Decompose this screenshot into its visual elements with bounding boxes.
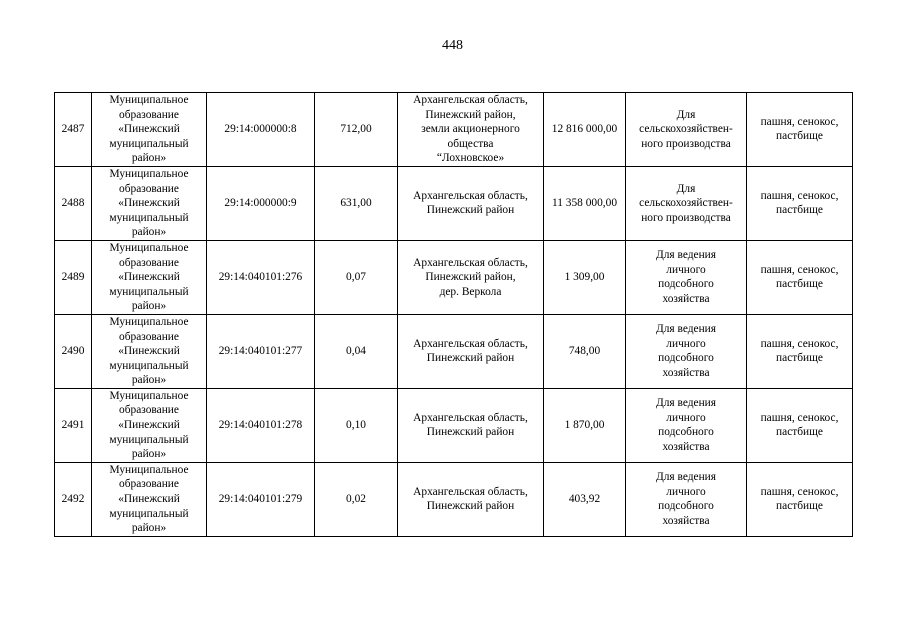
cadastral-number: 29:14:000000:9 — [207, 166, 315, 240]
purpose-line: личного — [666, 485, 706, 498]
address-line: Пинежский район, — [425, 108, 516, 121]
owner-line: Муниципальное — [109, 389, 189, 402]
purpose-line: хозяйства — [662, 514, 710, 527]
purpose-line: Для — [676, 182, 696, 195]
purpose-line: Для ведения — [655, 471, 717, 484]
cadastral-number: 29:14:040101:276 — [207, 240, 315, 314]
land-use-line: пашня, сенокос, — [760, 115, 839, 128]
land-use-line: пашня, сенокос, — [760, 189, 839, 202]
purpose-line: Для ведения — [655, 323, 717, 336]
address-line: земли акционерного — [421, 123, 520, 136]
owner-line: муниципальный — [109, 507, 189, 520]
row-number: 2487 — [55, 93, 92, 167]
owner-line: муниципальный — [109, 433, 189, 446]
cadastral-value: 403,92 — [544, 462, 626, 536]
land-use-line: пастбище — [776, 278, 823, 291]
address-line: Пинежский район — [426, 500, 515, 513]
owner-line: район» — [131, 448, 167, 461]
purpose-line: ного производства — [641, 211, 731, 224]
purpose-line: подсобного — [658, 500, 714, 513]
address-cell — [398, 166, 544, 240]
land-use-cell — [747, 240, 853, 314]
owner-line: образование — [119, 182, 179, 195]
owner-cell — [92, 93, 207, 167]
cadastral-number: 29:14:000000:8 — [207, 93, 315, 167]
land-registry-table — [54, 92, 853, 537]
address-cell — [398, 93, 544, 167]
purpose-line: личного — [666, 263, 706, 276]
table-row — [55, 314, 853, 388]
owner-line: «Пинежский — [118, 419, 180, 432]
address-line: Пинежский район, — [425, 271, 516, 284]
owner-cell — [92, 314, 207, 388]
address-line: Пинежский район — [426, 204, 515, 217]
table-body — [55, 93, 853, 537]
land-use-line: пашня, сенокос, — [760, 485, 839, 498]
owner-line: «Пинежский — [118, 493, 180, 506]
row-number: 2489 — [55, 240, 92, 314]
row-number: 2491 — [55, 388, 92, 462]
purpose-line: сельскохозяйствен- — [639, 123, 733, 136]
land-use-line: пастбище — [776, 130, 823, 143]
purpose-cell — [626, 93, 747, 167]
address-line: Архангельская область, — [413, 256, 528, 269]
table-row — [55, 240, 853, 314]
owner-line: «Пинежский — [118, 271, 180, 284]
land-use-cell — [747, 314, 853, 388]
land-use-cell — [747, 462, 853, 536]
purpose-cell — [626, 462, 747, 536]
purpose-line: подсобного — [658, 352, 714, 365]
owner-line: район» — [131, 152, 167, 165]
owner-line: Муниципальное — [109, 241, 189, 254]
area: 0,04 — [315, 314, 398, 388]
purpose-line: подсобного — [658, 426, 714, 439]
purpose-cell — [626, 388, 747, 462]
row-number: 2492 — [55, 462, 92, 536]
owner-line: Муниципальное — [109, 94, 189, 106]
purpose-line: сельскохозяйствен- — [639, 197, 733, 210]
owner-line: образование — [119, 108, 179, 121]
purpose-line: личного — [666, 411, 706, 424]
purpose-line: подсобного — [658, 278, 714, 291]
owner-line: муниципальный — [109, 285, 189, 298]
area: 0,10 — [315, 388, 398, 462]
cadastral-value: 1 309,00 — [544, 240, 626, 314]
address-cell — [398, 240, 544, 314]
land-use-line: пастбище — [776, 500, 823, 513]
cadastral-number: 29:14:040101:277 — [207, 314, 315, 388]
purpose-cell — [626, 166, 747, 240]
address-line: Архангельская область, — [413, 337, 528, 350]
cadastral-value: 748,00 — [544, 314, 626, 388]
owner-line: муниципальный — [109, 359, 189, 372]
area: 0,07 — [315, 240, 398, 314]
row-number: 2488 — [55, 166, 92, 240]
address-cell — [398, 462, 544, 536]
address-line: Архангельская область, — [413, 94, 528, 106]
owner-line: район» — [131, 522, 167, 535]
owner-line: образование — [119, 404, 179, 417]
purpose-cell — [626, 314, 747, 388]
land-use-cell — [747, 166, 853, 240]
land-use-cell — [747, 388, 853, 462]
owner-line: «Пинежский — [118, 123, 180, 136]
cadastral-number: 29:14:040101:278 — [207, 388, 315, 462]
row-number: 2490 — [55, 314, 92, 388]
owner-line: Муниципальное — [109, 315, 189, 328]
land-use-line: пастбище — [776, 204, 823, 217]
address-line: “Лохновское» — [436, 152, 505, 165]
purpose-line: Для ведения — [655, 397, 717, 410]
land-use-line: пашня, сенокос, — [760, 411, 839, 424]
table-row — [55, 166, 853, 240]
purpose-line: Для — [676, 108, 696, 121]
purpose-line: личного — [666, 337, 706, 350]
address-line: общества — [447, 137, 494, 150]
page-number: 448 — [442, 38, 463, 53]
purpose-cell — [626, 240, 747, 314]
table-row — [55, 462, 853, 536]
owner-line: муниципальный — [109, 211, 189, 224]
owner-line: «Пинежский — [118, 197, 180, 210]
purpose-line: хозяйства — [662, 293, 710, 306]
address-line: Пинежский район — [426, 352, 515, 365]
address-line: Архангельская область, — [413, 189, 528, 202]
purpose-line: Для ведения — [655, 249, 717, 262]
cadastral-value: 1 870,00 — [544, 388, 626, 462]
land-use-line: пашня, сенокос, — [760, 263, 839, 276]
land-use-line: пастбище — [776, 352, 823, 365]
cadastral-value: 11 358 000,00 — [544, 166, 626, 240]
land-use-line: пастбище — [776, 426, 823, 439]
owner-cell — [92, 388, 207, 462]
table-row — [55, 93, 853, 167]
cadastral-number: 29:14:040101:279 — [207, 462, 315, 536]
table-row — [55, 388, 853, 462]
owner-line: район» — [131, 300, 167, 313]
owner-line: район» — [131, 226, 167, 239]
address-line: дер. Веркола — [439, 285, 502, 298]
owner-cell — [92, 240, 207, 314]
owner-line: муниципальный — [109, 137, 189, 150]
land-use-cell — [747, 93, 853, 167]
purpose-line: ного производства — [641, 137, 731, 150]
area: 0,02 — [315, 462, 398, 536]
address-cell — [398, 388, 544, 462]
land-use-line: пашня, сенокос, — [760, 337, 839, 350]
owner-cell — [92, 166, 207, 240]
owner-line: образование — [119, 330, 179, 343]
cadastral-value: 12 816 000,00 — [544, 93, 626, 167]
owner-line: образование — [119, 478, 179, 491]
purpose-line: хозяйства — [662, 366, 710, 379]
purpose-line: хозяйства — [662, 440, 710, 453]
owner-line: район» — [131, 374, 167, 387]
area: 631,00 — [315, 166, 398, 240]
owner-line: «Пинежский — [118, 345, 180, 358]
address-cell — [398, 314, 544, 388]
owner-line: образование — [119, 256, 179, 269]
address-line: Архангельская область, — [413, 411, 528, 424]
area: 712,00 — [315, 93, 398, 167]
address-line: Пинежский район — [426, 426, 515, 439]
address-line: Архангельская область, — [413, 485, 528, 498]
owner-line: Муниципальное — [109, 463, 189, 476]
owner-cell — [92, 462, 207, 536]
owner-line: Муниципальное — [109, 167, 189, 180]
